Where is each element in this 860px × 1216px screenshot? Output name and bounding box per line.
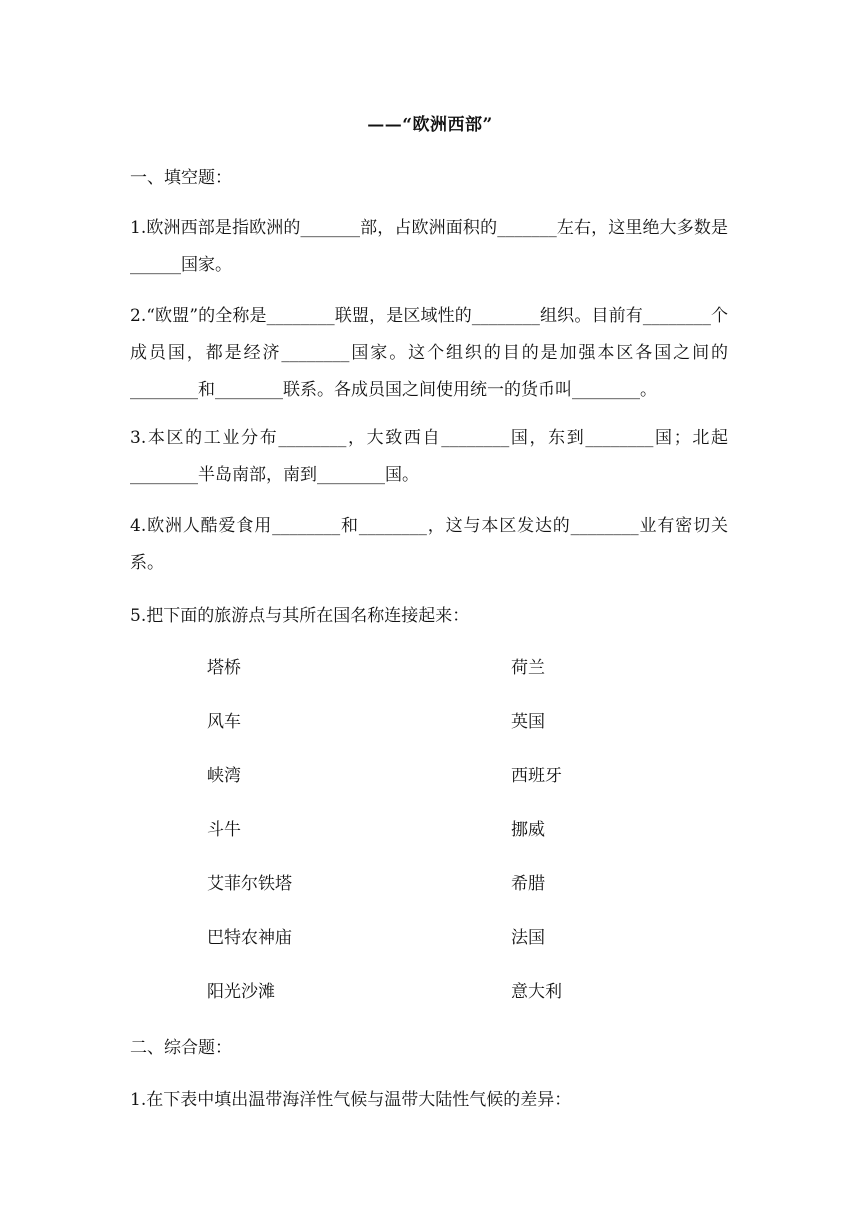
place-item: 峡湾 <box>207 766 241 786</box>
place-item: 阳光沙滩 <box>207 982 275 1002</box>
country-item: 西班牙 <box>511 766 562 786</box>
country-item: 法国 <box>511 928 545 948</box>
section-heading-fill-in: 一、填空题： <box>130 168 232 188</box>
country-item: 英国 <box>511 712 545 732</box>
comprehensive-question-1: 1.在下表中填出温带海洋性气候与温带大陆性气候的差异： <box>130 1090 572 1110</box>
country-item: 挪威 <box>511 820 545 840</box>
question-5: 5.把下面的旅游点与其所在国名称连接起来： <box>130 606 470 626</box>
question-3: 3.本区的工业分布________，大致西自________国，东到________国；北起________半岛南部，南到________国。 <box>130 428 728 485</box>
country-item: 意大利 <box>511 982 562 1002</box>
page-title: ——“欧洲西部” <box>367 115 493 135</box>
place-item: 巴特农神庙 <box>207 928 292 948</box>
place-item: 斗牛 <box>207 820 241 840</box>
question-2: 2.“欧盟”的全称是________联盟，是区域性的________组织。目前有________个成员国，都是经济________国家。这个组织的目的是加强本区各国之间的________和________联系。各成员国之间使用统一的货币叫________。 <box>130 306 728 400</box>
question-4: 4.欧洲人酷爱食用________和________，这与本区发达的________业有密切关系。 <box>130 516 728 573</box>
place-item: 风车 <box>207 712 241 732</box>
country-item: 荷兰 <box>511 658 545 678</box>
country-item: 希腊 <box>511 874 545 894</box>
place-item: 塔桥 <box>207 658 241 678</box>
place-item: 艾菲尔铁塔 <box>207 874 292 894</box>
section-heading-comprehensive: 二、综合题： <box>130 1038 232 1058</box>
question-1: 1.欧洲西部是指欧洲的_______部，占欧洲面积的_______左右，这里绝大多数是______国家。 <box>130 218 728 275</box>
